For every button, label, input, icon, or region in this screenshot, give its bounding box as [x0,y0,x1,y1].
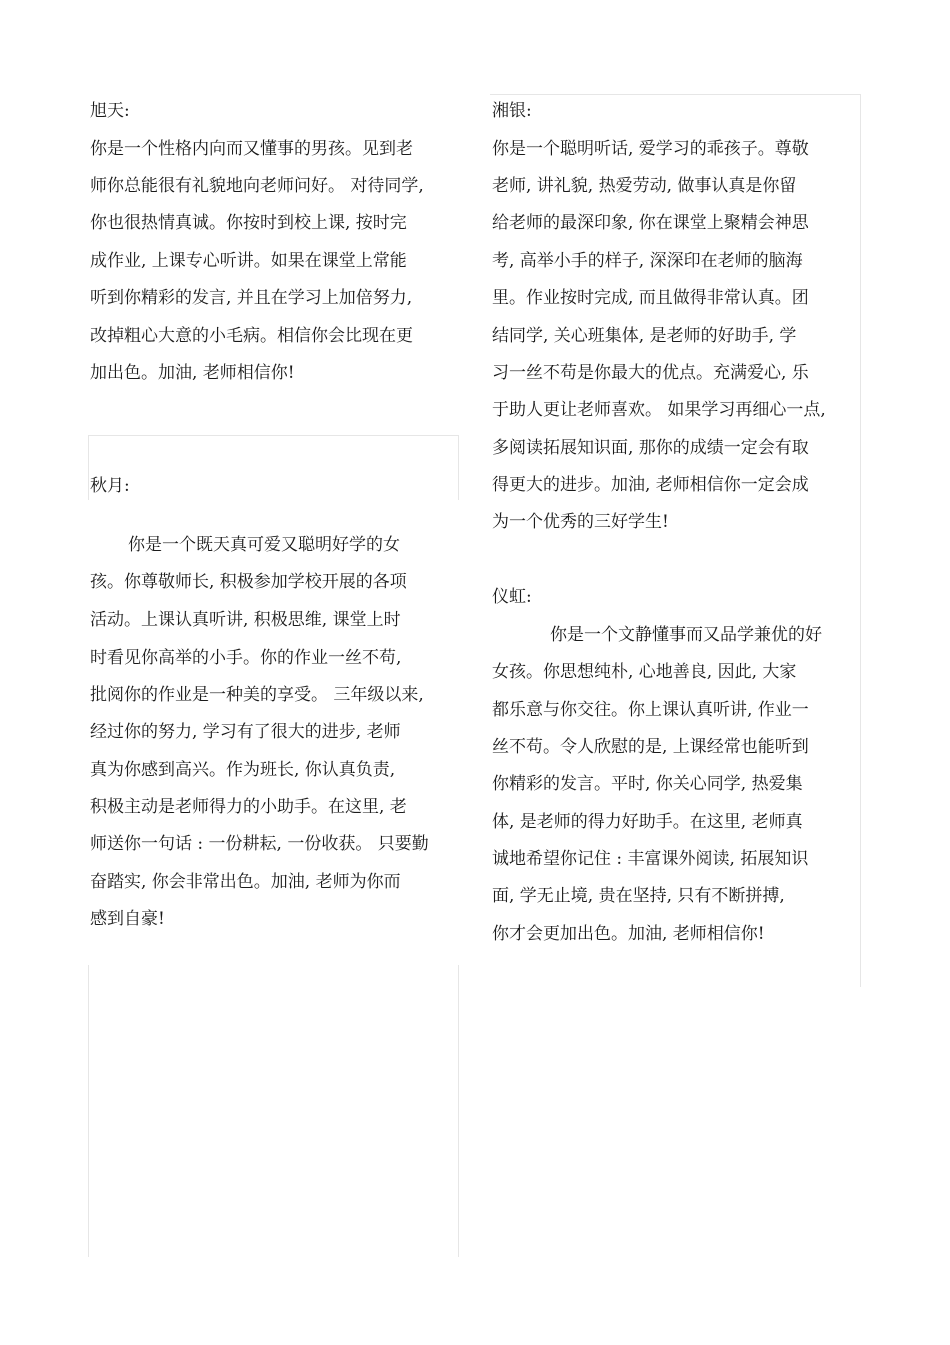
student-name: 秋月: [90,476,130,496]
comment-line: 成作业, 上课专心听讲。如果在课堂上常能 [90,251,407,271]
comment-line: 感到自豪! [90,909,165,929]
comment-line: 多阅读拓展知识面, 那你的成绩一定会有取 [492,438,809,458]
comment-line: 你是一个文静懂事而又品学兼优的好 [550,625,822,645]
comment-line: 批阅你的作业是一种美的享受。 三年级以来, [90,685,424,705]
comment-line: 于助人更让老师喜欢。 如果学习再细心一点, [492,400,826,420]
comment-line: 得更大的进步。加油, 老师相信你一定会成 [492,475,809,495]
comment-line: 积极主动是老师得力的小助手。在这里, 老 [90,797,407,817]
comment-line: 面, 学无止境, 贵在坚持, 只有不断拼搏, [492,886,785,906]
comment-line: 都乐意与你交往。你上课认真听讲, 作业一 [492,700,809,720]
right-cell-right-border [860,94,861,987]
comment-line: 考, 高举小手的样子, 深深印在老师的脑海 [492,251,803,271]
comment-line: 改掉粗心大意的小毛病。相信你会比现在更 [90,326,413,346]
comment-line: 经过你的努力, 学习有了很大的进步, 老师 [90,722,401,742]
comment-line: 女孩。你思想纯朴, 心地善良, 因此, 大家 [492,662,797,682]
comment-line: 丝不苟。令人欣慰的是, 上课经常也能听到 [492,737,809,757]
comment-line: 活动。上课认真听讲, 积极思维, 课堂上时 [90,610,401,630]
comment-line: 老师, 讲礼貌, 热爱劳动, 做事认真是你留 [492,176,797,196]
comment-line: 你是一个既天真可爱又聪明好学的女 [128,535,400,555]
comment-line: 你是一个性格内向而又懂事的男孩。见到老 [90,139,413,159]
left-bottom-cell-right-border [458,965,459,1257]
comment-line: 为一个优秀的三好学生! [492,512,669,532]
comment-line: 听到你精彩的发言, 并且在学习上加倍努力, [90,288,413,308]
comment-line: 真为你感到高兴。作为班长, 你认真负责, [90,760,396,780]
comment-line: 里。作业按时完成, 而且做得非常认真。团 [492,288,809,308]
comment-line: 师送你一句话 : 一份耕耘, 一份收获。 只要勤 [90,834,429,854]
comment-line: 体, 是老师的得力好助手。在这里, 老师真 [492,812,803,832]
comment-line: 加出色。加油, 老师相信你! [90,363,295,383]
student-name: 旭天: [90,101,130,121]
comment-line: 你才会更加出色。加油, 老师相信你! [492,924,765,944]
comment-line: 习一丝不苟是你最大的优点。充满爱心, 乐 [492,363,809,383]
comment-line: 你也很热情真诚。你按时到校上课, 按时完 [90,213,407,233]
comment-line: 结同学, 关心班集体, 是老师的好助手, 学 [492,326,797,346]
comment-line: 孩。你尊敬师长, 积极参加学校开展的各项 [90,572,407,592]
comment-line: 你精彩的发言。平时, 你关心同学, 热爱集 [492,774,803,794]
left-bottom-cell-left-border [88,965,89,1257]
comment-line: 时看见你高举的小手。你的作业一丝不苟, [90,648,402,668]
student-name: 仪虹: [492,587,532,607]
comment-line: 奋踏实, 你会非常出色。加油, 老师为你而 [90,872,401,892]
left-cell-left-border [88,435,89,500]
left-cell-right-border [458,435,459,500]
left-cell-top-border [88,435,459,436]
comment-line: 诚地希望你记住 : 丰富课外阅读, 拓展知识 [492,849,809,869]
comment-line: 给老师的最深印象, 你在课堂上聚精会神思 [492,213,809,233]
comment-line: 你是一个聪明听话, 爱学习的乖孩子。尊敬 [492,139,809,159]
right-cell-top-border [490,94,861,95]
student-name: 湘银: [492,101,532,121]
comment-line: 师你总能很有礼貌地向老师问好。 对待同学, [90,176,424,196]
